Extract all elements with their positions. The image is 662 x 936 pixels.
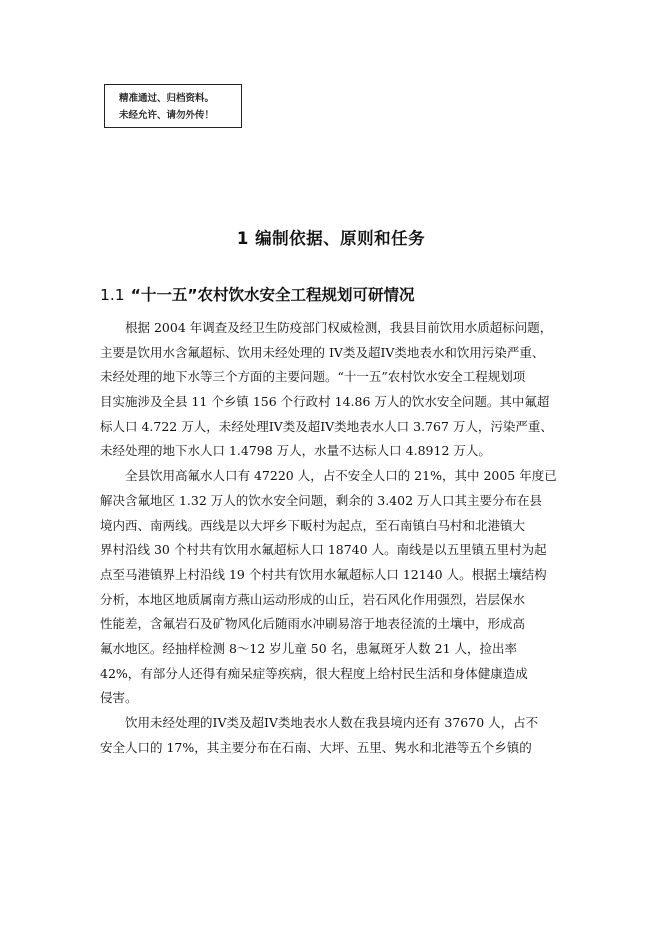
text-line: 分析，本地区地质属南方燕山运动形成的山丘，岩石风化作用强烈，岩层保水 <box>100 591 526 607</box>
text-line: 目实施涉及全县 11 个乡镇 156 个行政村 14.86 万人的饮水安全问题。其中氟超 <box>100 394 550 410</box>
watermark-stamp <box>104 84 242 128</box>
text-line: 氟水地区。经抽样检测 8～12 岁儿童 50 名，患氟斑牙人数 21 人，捡出率 <box>100 640 518 656</box>
text-line: 解决含氟地区 1.32 万人的饮水安全问题，剩余的 3.402 万人口其主要分布在县 <box>100 492 543 508</box>
text-line: 根据 2004 年调查及经卫生防疫部门权威检测，我县目前饮用水质超标问题， <box>100 320 553 335</box>
text-line: 主要是饮用水含氟超标、饮用未经处理的 IV类及超IV类地表水和饮用污染严重、 <box>100 344 545 360</box>
text-line: 未经处理的地下水等三个方面的主要问题。“十一五”农村饮水安全工程规划项 <box>100 369 526 385</box>
section-heading <box>100 283 415 305</box>
text-line: 侵害。 <box>100 690 138 706</box>
text-line: 性能差，含氟岩石及矿物风化后随雨水冲刷易溶于地表径流的土壤中，形成高 <box>100 616 526 632</box>
text-line: 界村沿线 30 个村共有饮用水氟超标人口 18740 人。南线是以五里镇五里村为起 <box>100 542 547 558</box>
body-text <box>100 316 562 760</box>
stamp-line-1: 精准通过、归档资料。 <box>119 93 215 104</box>
text-line: 未经处理的地下水人口 1.4798 万人，水量不达标人口 4.8912 万人。 <box>100 443 491 459</box>
chapter-title: 1 编制依据、原则和任务 <box>236 229 426 248</box>
text-line: 标人口 4.722 万人，未经处理IV类及超IV类地表水人口 3.767 万人，污染严重、 <box>100 418 553 434</box>
text-line: 点至马港镇界上村沿线 19 个村共有饮用水氟超标人口 12140 人。根据土壤结构 <box>100 566 547 582</box>
stamp-line-2: 未经允许、请勿外传！ <box>119 110 215 121</box>
text-line: 全县饮用高氟水人口有 47220 人，占不安全人口的 21%，其中 2005 年度已 <box>100 468 557 484</box>
text-line: 安全人口的 17%，其主要分布在石南、大坪、五里、隽水和北港等五个乡镇的 <box>100 739 532 755</box>
text-line: 饮用未经处理的IV类及超IV类地表水人数在我县境内还有 37670 人，占不 <box>100 715 539 730</box>
text-line: 42%，有部分人还得有痴呆症等疾病，很大程度上给村民生活和身体健康造成 <box>100 665 528 681</box>
section-title: “十一五”农村饮水安全工程规划可研情况 <box>130 286 415 304</box>
section-number: 1.1 <box>100 286 125 304</box>
text-line: 境内西、南两线。西线是以大坪乡下畈村为起点，至石南镇白马村和北港镇大 <box>100 517 526 533</box>
